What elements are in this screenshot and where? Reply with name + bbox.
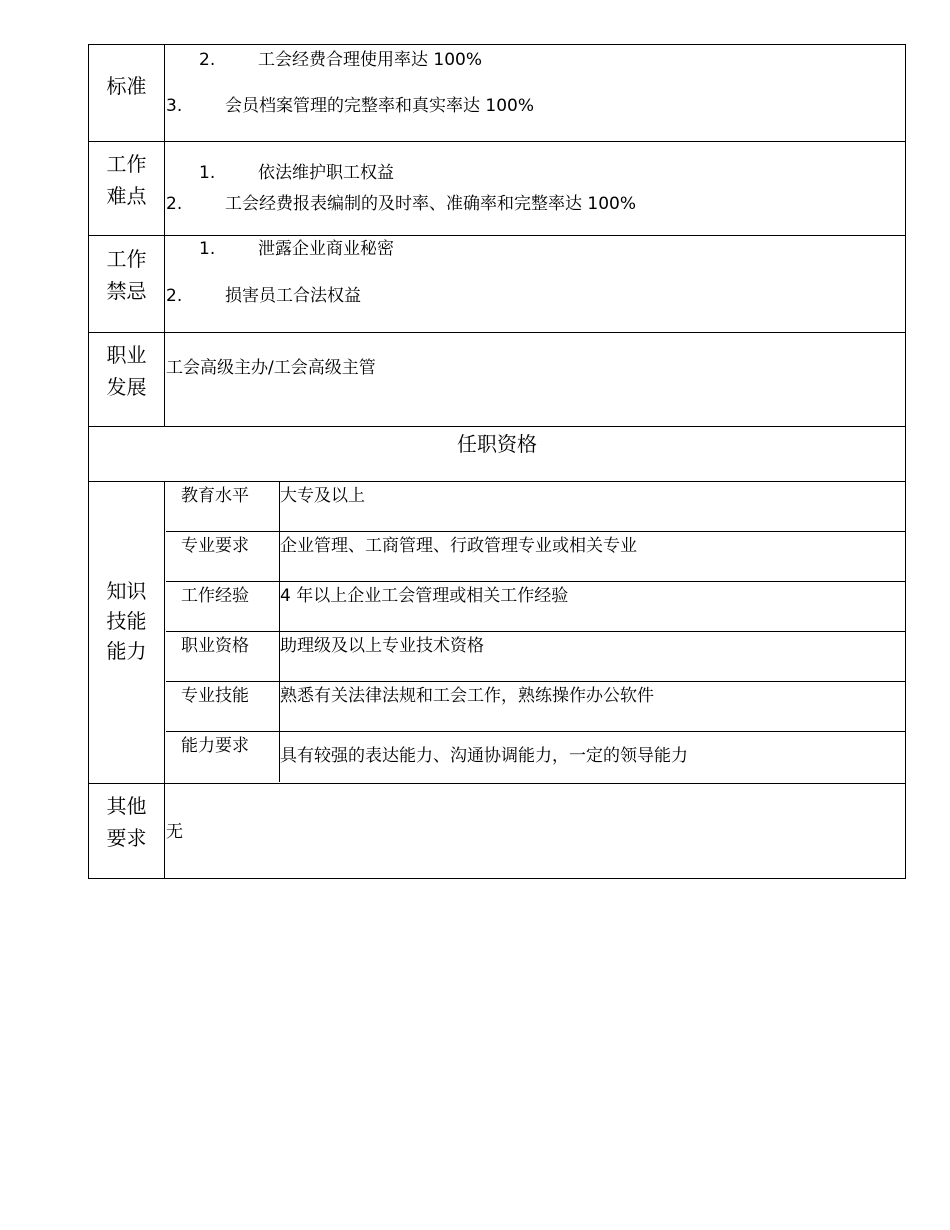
label-line: 职业: [106, 343, 147, 367]
section-content: [166, 784, 905, 878]
career-path-text: 工会高级主办/工会高级主管: [166, 358, 376, 378]
label-line: 难点: [106, 184, 147, 208]
section-label: [89, 142, 165, 235]
label-line: 知识: [106, 579, 147, 603]
section-label: [89, 482, 165, 783]
list-number: 2.: [166, 194, 183, 214]
list-number: 2.: [199, 50, 216, 70]
label-line: 要求: [106, 826, 147, 850]
label-line: 能力: [106, 639, 147, 663]
row-name: 专业技能: [166, 682, 280, 731]
section-label: [89, 784, 165, 878]
row-value: 大专及以上: [280, 486, 365, 506]
section-knowledge: [88, 482, 906, 784]
section-other: [88, 784, 906, 879]
list-text: 泄露企业商业秘密: [258, 239, 394, 259]
table-row: [166, 682, 905, 732]
list-item: [199, 238, 394, 260]
list-item: [166, 285, 361, 307]
section-difficulty: [88, 142, 906, 236]
label-line: 发展: [106, 375, 147, 399]
section-career: [88, 333, 906, 427]
table-row: [166, 532, 905, 582]
list-text: 工会经费报表编制的及时率、准确率和完整率达 100%: [225, 194, 637, 214]
table-row: [166, 582, 905, 632]
row-name: 专业要求: [166, 532, 280, 581]
section-qualification: [88, 427, 906, 482]
row-value: 助理级及以上专业技术资格: [280, 636, 484, 656]
section-content: [166, 142, 905, 235]
section-taboo: [88, 236, 906, 333]
row-value: 4 年以上企业工会管理或相关工作经验: [280, 586, 569, 606]
row-value: 具有较强的表达能力、沟通协调能力，一定的领导能力: [280, 746, 688, 766]
list-number: 1.: [199, 163, 216, 183]
table-row: [166, 482, 905, 532]
row-name: 能力要求: [166, 732, 280, 782]
list-text: 损害员工合法权益: [225, 286, 361, 306]
label-line: 禁忌: [106, 279, 147, 303]
section-label: [89, 333, 165, 426]
label-line: 其他: [106, 794, 147, 818]
list-text: 会员档案管理的完整率和真实率达 100%: [225, 96, 535, 116]
row-name: 教育水平: [166, 482, 280, 531]
label-line: 工作: [106, 152, 147, 176]
list-text: 依法维护职工权益: [258, 163, 394, 183]
table-row: [166, 732, 905, 782]
job-description-table: [88, 44, 906, 879]
row-value: 企业管理、工商管理、行政管理专业或相关专业: [280, 536, 637, 556]
section-label: [89, 236, 165, 332]
list-text: 工会经费合理使用率达 100%: [258, 50, 483, 70]
section-label: [89, 45, 165, 141]
section-content: [166, 333, 905, 426]
knowledge-rows: [166, 482, 905, 783]
other-requirement-text: 无: [166, 822, 183, 842]
section-standard: [88, 44, 906, 142]
section-content: [166, 236, 905, 332]
row-name: 职业资格: [166, 632, 280, 681]
label-line: 工作: [106, 247, 147, 271]
list-item: [166, 193, 636, 215]
list-number: 2.: [166, 286, 183, 306]
list-number: 3.: [166, 96, 183, 116]
list-number: 1.: [199, 239, 216, 259]
row-name: 工作经验: [166, 582, 280, 631]
list-item: [166, 95, 534, 117]
row-value: 熟悉有关法律法规和工会工作，熟练操作办公软件: [280, 686, 654, 706]
label-line: 标准: [106, 74, 147, 98]
table-row: [166, 632, 905, 682]
list-item: [199, 162, 394, 184]
section-content: [166, 45, 905, 141]
qualification-heading: 任职资格: [457, 432, 537, 456]
list-item: [199, 49, 482, 71]
label-line: 技能: [106, 609, 147, 633]
